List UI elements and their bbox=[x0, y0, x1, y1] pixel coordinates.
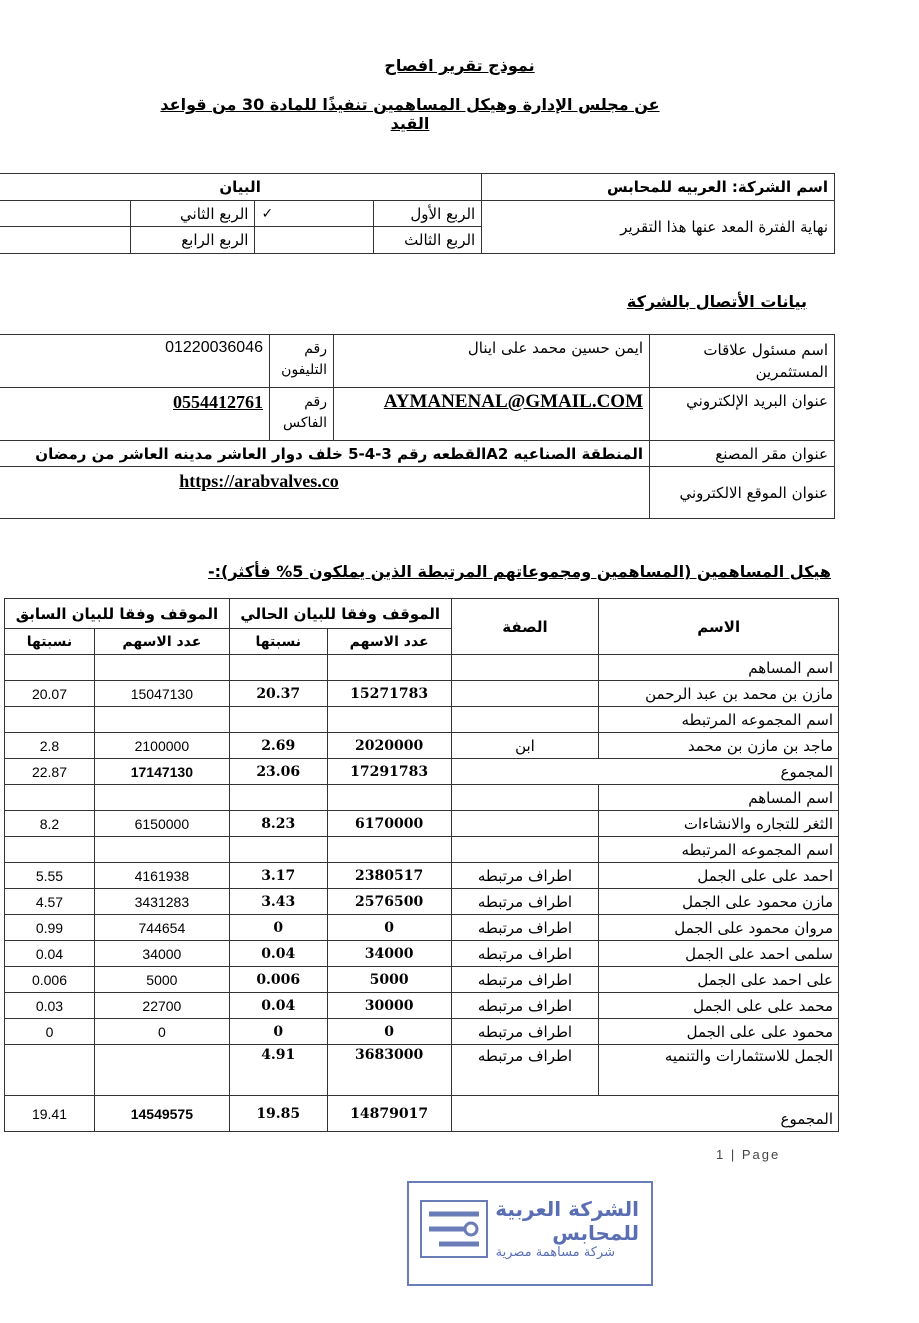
group-label: اسم المجموعه المرتبطه bbox=[599, 707, 839, 733]
capacity-cell: اطراف مرتبطه bbox=[451, 941, 599, 967]
statement-header: البيان bbox=[0, 174, 482, 201]
shareholders-table bbox=[4, 598, 839, 1132]
contact-section-title: بيانات الأتصال بالشركة bbox=[626, 292, 807, 311]
previous-shares-cell: 15047130 bbox=[94, 681, 229, 707]
current-ratio-cell: 3.17 bbox=[229, 863, 327, 889]
previous-ratio-cell: 20.07 bbox=[5, 681, 95, 707]
capacity-cell: اطراف مرتبطه bbox=[451, 863, 599, 889]
current-ratio-cell: 3.43 bbox=[229, 889, 327, 915]
current-shares-cell: 2380517 bbox=[327, 863, 451, 889]
shareholder-name: مروان محمود على الجمل bbox=[599, 915, 839, 941]
table-row bbox=[5, 863, 839, 889]
capacity-cell bbox=[451, 837, 599, 863]
capacity-cell: اطراف مرتبطه bbox=[451, 1045, 599, 1096]
capacity-cell: اطراف مرتبطه bbox=[451, 915, 599, 941]
current-shares-cell bbox=[327, 785, 451, 811]
previous-shares-cell: 6150000 bbox=[94, 811, 229, 837]
group-label-row bbox=[5, 707, 839, 733]
table-row bbox=[5, 1045, 839, 1096]
current-ratio-cell: 8.23 bbox=[229, 811, 327, 837]
current-ratio-cell: 23.06 bbox=[229, 759, 327, 785]
table-row bbox=[5, 993, 839, 1019]
current-shares-cell: 6170000 bbox=[327, 811, 451, 837]
report-subtitle: عن مجلس الإدارة وهيكل المساهمين تنفيذًا للمادة 30 من قواعد القيد bbox=[160, 95, 660, 133]
current-shares-cell: 15271783 bbox=[327, 681, 451, 707]
previous-shares-cell: 17147130 bbox=[94, 759, 229, 785]
previous-ratio-cell: 0.03 bbox=[5, 993, 95, 1019]
table-row bbox=[5, 733, 839, 759]
shareholder-name: مازن محمود على الجمل bbox=[599, 889, 839, 915]
quarter-2-label: الربع الثاني bbox=[131, 201, 255, 227]
quarter-3-label: الربع الثالث bbox=[373, 227, 482, 254]
previous-shares-cell bbox=[94, 785, 229, 811]
current-shares-cell bbox=[327, 837, 451, 863]
current-shares-cell bbox=[327, 707, 451, 733]
previous-shares-cell: 0 bbox=[94, 1019, 229, 1045]
current-ratio-cell: 0.04 bbox=[229, 941, 327, 967]
header-previous: الموقف وفقا للبيان السابق bbox=[5, 599, 230, 629]
table-row bbox=[5, 811, 839, 837]
phone-label: رقم التليفون bbox=[270, 335, 334, 388]
shareholder-name: على احمد على الجمل bbox=[599, 967, 839, 993]
total-label: المجموع bbox=[451, 1096, 838, 1132]
previous-shares-cell: 4161938 bbox=[94, 863, 229, 889]
header-previous-shares: عدد الاسهم bbox=[94, 629, 229, 655]
capacity-cell bbox=[451, 785, 599, 811]
previous-ratio-cell bbox=[5, 707, 95, 733]
table-row bbox=[5, 1019, 839, 1045]
current-shares-cell: 0 bbox=[327, 1019, 451, 1045]
total-row bbox=[5, 759, 839, 785]
shareholder-name: الثغر للتجاره والانشاءات bbox=[599, 811, 839, 837]
previous-ratio-cell: 0.04 bbox=[5, 941, 95, 967]
header-current-shares: عدد الاسهم bbox=[327, 629, 451, 655]
previous-ratio-cell: 8.2 bbox=[5, 811, 95, 837]
table-row bbox=[5, 889, 839, 915]
current-shares-cell bbox=[327, 655, 451, 681]
group-label: اسم المساهم bbox=[599, 785, 839, 811]
previous-ratio-cell: 2.8 bbox=[5, 733, 95, 759]
capacity-cell: اطراف مرتبطه bbox=[451, 1019, 599, 1045]
ir-value: ايمن حسين محمد على اينال bbox=[334, 335, 650, 388]
total-label: المجموع bbox=[451, 759, 838, 785]
previous-ratio-cell: 4.57 bbox=[5, 889, 95, 915]
group-label: اسم المجموعه المرتبطه bbox=[599, 837, 839, 863]
current-shares-cell: 3683000 bbox=[327, 1045, 451, 1096]
capacity-cell bbox=[451, 707, 599, 733]
previous-ratio-cell: 5.55 bbox=[5, 863, 95, 889]
quarter-1-label: الربع الأول bbox=[373, 201, 482, 227]
contact-table bbox=[0, 334, 835, 519]
current-shares-cell: 2020000 bbox=[327, 733, 451, 759]
email-label: عنوان البريد الإلكتروني bbox=[650, 388, 835, 441]
period-label: نهاية الفترة المعد عنها هذا التقرير bbox=[482, 201, 835, 254]
quarter-2-check[interactable] bbox=[0, 201, 131, 227]
page-number: 1 | Page bbox=[716, 1147, 781, 1162]
previous-shares-cell bbox=[94, 1045, 229, 1096]
previous-shares-cell: 3431283 bbox=[94, 889, 229, 915]
current-shares-cell: 0 bbox=[327, 915, 451, 941]
table-row bbox=[5, 967, 839, 993]
current-shares-cell: 30000 bbox=[327, 993, 451, 1019]
shareholder-name: سلمى احمد على الجمل bbox=[599, 941, 839, 967]
current-shares-cell: 5000 bbox=[327, 967, 451, 993]
current-shares-cell: 34000 bbox=[327, 941, 451, 967]
capacity-cell bbox=[451, 655, 599, 681]
previous-shares-cell bbox=[94, 707, 229, 733]
previous-ratio-cell: 19.41 bbox=[5, 1096, 95, 1132]
current-ratio-cell: 0 bbox=[229, 1019, 327, 1045]
header-current: الموقف وفقا للبيان الحالي bbox=[229, 599, 451, 629]
capacity-cell: ابن bbox=[451, 733, 599, 759]
previous-shares-cell: 34000 bbox=[94, 941, 229, 967]
factory-label: عنوان مقر المصنع bbox=[650, 441, 835, 467]
group-label-row bbox=[5, 837, 839, 863]
capacity-cell: اطراف مرتبطه bbox=[451, 889, 599, 915]
company-name: اسم الشركة: العربيه للمحابس bbox=[482, 174, 835, 201]
previous-shares-cell bbox=[94, 655, 229, 681]
previous-shares-cell: 744654 bbox=[94, 915, 229, 941]
previous-ratio-cell bbox=[5, 655, 95, 681]
shareholder-name: محمود على على الجمل bbox=[599, 1019, 839, 1045]
table-row bbox=[5, 941, 839, 967]
previous-ratio-cell bbox=[5, 837, 95, 863]
previous-ratio-cell: 0.99 bbox=[5, 915, 95, 941]
ir-label: اسم مسئول علاقات المستثمرين bbox=[650, 335, 835, 388]
capacity-cell: اطراف مرتبطه bbox=[451, 967, 599, 993]
phone-value: 01220036046 bbox=[0, 335, 270, 388]
checkmark-icon: ✓ bbox=[261, 205, 274, 222]
header-capacity: الصفة bbox=[451, 599, 599, 655]
header-previous-ratio: نسبتها bbox=[5, 629, 95, 655]
previous-shares-cell: 2100000 bbox=[94, 733, 229, 759]
group-label: اسم المساهم bbox=[599, 655, 839, 681]
previous-shares-cell: 5000 bbox=[94, 967, 229, 993]
company-stamp bbox=[407, 1181, 653, 1286]
shareholder-name: محمد على على الجمل bbox=[599, 993, 839, 1019]
total-row bbox=[5, 1096, 839, 1132]
website-label: عنوان الموقع الالكتروني bbox=[650, 467, 835, 519]
current-shares-cell: 14879017 bbox=[327, 1096, 451, 1132]
group-label-row bbox=[5, 655, 839, 681]
current-ratio-cell: 20.37 bbox=[229, 681, 327, 707]
header-name: الاسم bbox=[599, 599, 839, 655]
previous-ratio-cell: 22.87 bbox=[5, 759, 95, 785]
current-ratio-cell bbox=[229, 707, 327, 733]
previous-ratio-cell bbox=[5, 1045, 95, 1096]
table-row bbox=[5, 681, 839, 707]
capacity-cell bbox=[451, 681, 599, 707]
current-ratio-cell: 4.91 bbox=[229, 1045, 327, 1096]
factory-value: المنطقة الصناعيه A2القطعه رقم 3-4-5 خلف دوار العاشر مدينه العاشر من رمضان bbox=[0, 441, 650, 467]
current-ratio-cell: 2.69 bbox=[229, 733, 327, 759]
shareholders-section-title: هيكل المساهمين (المساهمين ومجموعاتهم المرتبطة الذين يملكون 5% فأكثر):- bbox=[208, 562, 831, 581]
capacity-cell: اطراف مرتبطه bbox=[451, 993, 599, 1019]
previous-ratio-cell bbox=[5, 785, 95, 811]
current-ratio-cell: 0.006 bbox=[229, 967, 327, 993]
stamp-company-type: شركة مساهمة مصرية bbox=[495, 1245, 615, 1260]
shareholder-name: مازن بن محمد بن عبد الرحمن bbox=[599, 681, 839, 707]
website-value[interactable]: https://arabvalves.co bbox=[0, 467, 650, 519]
previous-shares-cell bbox=[94, 837, 229, 863]
current-shares-cell: 2576500 bbox=[327, 889, 451, 915]
shareholder-name: ماجد بن مازن بن محمد bbox=[599, 733, 839, 759]
previous-ratio-cell: 0 bbox=[5, 1019, 95, 1045]
current-ratio-cell bbox=[229, 837, 327, 863]
previous-ratio-cell: 0.006 bbox=[5, 967, 95, 993]
current-ratio-cell bbox=[229, 785, 327, 811]
shareholder-name: احمد على على الجمل bbox=[599, 863, 839, 889]
fax-label: رقم الفاكس bbox=[270, 388, 334, 441]
email-value[interactable]: AYMANENAL@GMAIL.COM bbox=[334, 388, 650, 441]
report-title: نموذج تقرير افصاح bbox=[384, 56, 535, 75]
previous-shares-cell: 22700 bbox=[94, 993, 229, 1019]
current-ratio-cell: 0 bbox=[229, 915, 327, 941]
current-ratio-cell bbox=[229, 655, 327, 681]
header-current-ratio: نسبتها bbox=[229, 629, 327, 655]
table-row bbox=[5, 915, 839, 941]
current-ratio-cell: 19.85 bbox=[229, 1096, 327, 1132]
group-label-row bbox=[5, 785, 839, 811]
quarter-4-check[interactable] bbox=[0, 227, 131, 254]
current-shares-cell: 17291783 bbox=[327, 759, 451, 785]
previous-shares-cell: 14549575 bbox=[94, 1096, 229, 1132]
fax-value: 0554412761 bbox=[0, 388, 270, 441]
stamp-company-name: الشركة العربية للمحابس bbox=[495, 1197, 639, 1245]
current-ratio-cell: 0.04 bbox=[229, 993, 327, 1019]
company-period-table bbox=[0, 173, 835, 254]
quarter-4-label: الربع الرابع bbox=[131, 227, 255, 254]
quarter-1-check[interactable] bbox=[255, 201, 373, 227]
quarter-3-check[interactable] bbox=[255, 227, 373, 254]
shareholder-name: الجمل للاستثمارات والتنميه bbox=[599, 1045, 839, 1096]
capacity-cell bbox=[451, 811, 599, 837]
